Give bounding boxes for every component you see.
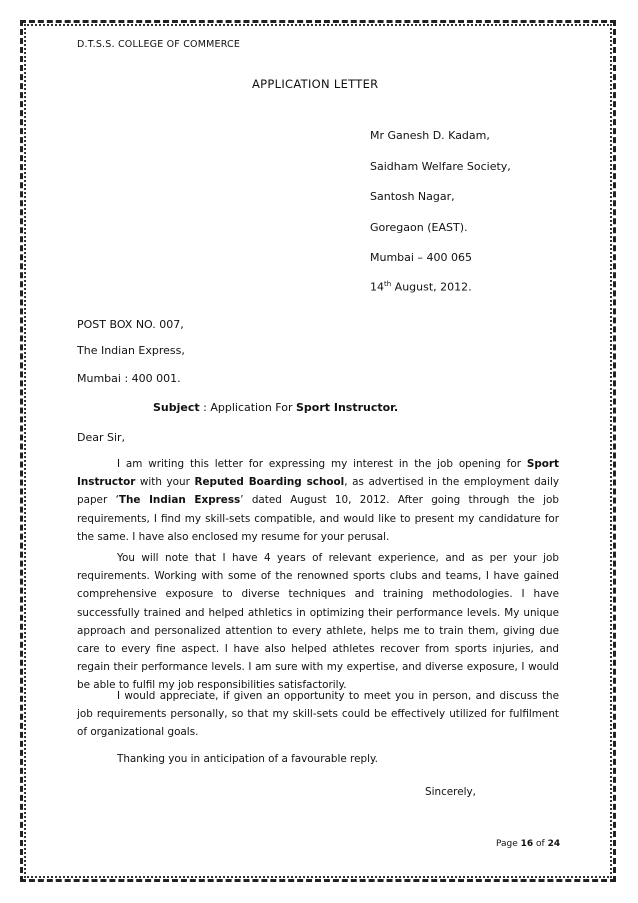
sender-address-line: Goregaon (EAST). <box>370 221 468 234</box>
sender-address-line: Saidham Welfare Society, <box>370 160 511 173</box>
document-title: APPLICATION LETTER <box>252 77 379 91</box>
page-border-inner <box>24 24 612 878</box>
sender-address-line: Mumbai – 400 065 <box>370 251 472 264</box>
page-number: Page 16 of 24 <box>496 839 561 849</box>
body-paragraph: I would appreciate, if given an opportunity to meet you in person, and discuss the job requirements personally, so that my skill-sets could be effectively utilized for fulfilment of organizational goals. <box>77 690 559 739</box>
recipient-line: The Indian Express, <box>77 344 185 357</box>
sender-name: Mr Ganesh D. Kadam, <box>370 129 490 142</box>
salutation: Dear Sir, <box>77 431 126 444</box>
recipient-line: Mumbai : 400 001. <box>77 372 181 385</box>
thanks-line: Thanking you in anticipation of a favourable reply. <box>117 753 378 765</box>
closing: Sincerely, <box>425 786 476 798</box>
sender-address-line: Santosh Nagar, <box>370 190 455 203</box>
body-paragraph: I am writing this letter for expressing my interest in the job opening for Sport Instructor with your Reputed Boarding school, as advertised in the employment daily paper ‘The Indian Express’ dated August 10, 2012. After going through the job requirements, I find my skill-sets compatible, and would like to present my candidature for the same. I have also enclosed my resume for your perusal. <box>77 458 559 543</box>
body-paragraph: You will note that I have 4 years of relevant experience, and as per your job requirements. Working with some of the renowned sports clubs and teams, I have gained comprehensive exposure to diverse techniques and training methodologies. I have successfully trained and helped athletics in optimizing their performance levels. My unique approach and personalized attention to every athlete, helps me to train them, giving due care to every fine aspect. I have also helped athletes recover from sports injuries, and regain their performance levels. I am sure with my expertise, and diverse exposure, I would be able to fulfil my job responsibilities satisfactorily. <box>77 552 559 692</box>
letter-date: 14th August, 2012. <box>370 280 472 294</box>
recipient-line: POST BOX NO. 007, <box>77 318 184 331</box>
subject-line: Subject : Application For Sport Instructor. <box>153 401 399 414</box>
college-header: D.T.S.S. COLLEGE OF COMMERCE <box>77 39 241 50</box>
